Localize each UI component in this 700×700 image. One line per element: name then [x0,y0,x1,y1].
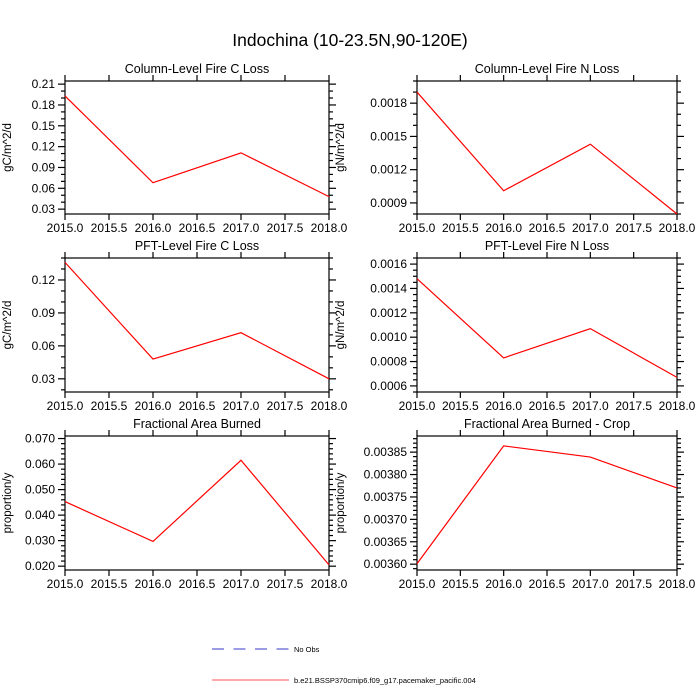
x-tick-label: 2017.5 [266,577,304,591]
x-tick-label: 2018.0 [658,399,696,413]
plot-frame [65,436,329,570]
chart-column-level-fire-c-loss [2,62,348,235]
y-tick-label: 0.020 [24,559,55,574]
series-line [417,92,677,214]
x-tick-label: 2018.0 [658,221,696,235]
y-axis-label: gN/m^2/d [335,300,347,350]
y-tick-label: 0.06 [31,181,55,196]
x-tick-label: 2017.5 [615,399,653,413]
series-line [65,96,329,197]
x-tick-label: 2015.5 [441,577,479,591]
y-tick-label: 0.21 [31,77,55,92]
x-tick-label: 2017.0 [222,221,260,235]
series-line [417,279,677,378]
x-tick-label: 2015.5 [90,577,128,591]
y-axis-label: gN/m^2/d [335,123,347,172]
x-tick-label: 2017.0 [222,399,260,413]
plot-frame [65,258,329,392]
series-line-sample [211,674,291,686]
plot-frame [417,258,677,392]
y-tick-label: 0.18 [31,97,55,112]
x-tick-label: 2017.0 [571,577,609,591]
x-tick-label: 2017.0 [571,221,609,235]
x-tick-label: 2017.0 [571,399,609,413]
chart-title: Fractional Area Burned - Crop [463,417,631,431]
x-tick-label: 2016.5 [178,577,216,591]
x-tick-label: 2018.0 [310,221,348,235]
legend-item-no-obs [211,643,319,655]
x-tick-label: 2016.0 [485,221,523,235]
y-tick-label: 0.15 [31,118,55,133]
x-tick-label: 2017.5 [615,221,653,235]
plot-frame [65,81,329,214]
y-tick-label: 0.040 [24,508,55,523]
chart-title: PFT-Level Fire N Loss [484,239,610,253]
y-tick-label: 0.12 [31,139,55,154]
y-tick-label: 0.060 [24,457,55,472]
chart-title: Column-Level Fire C Loss [124,62,270,76]
chart-column-level-fire-n-loss [335,62,696,235]
x-tick-label: 2015.0 [398,221,436,235]
y-tick-label: 0.00365 [363,534,407,549]
chart-pft-level-fire-c-loss [2,239,348,413]
x-tick-label: 2015.5 [90,221,128,235]
y-tick-label: 0.0006 [370,378,407,393]
y-tick-label: 0.050 [24,482,55,497]
y-axis-label: proportion/y [2,472,14,534]
y-axis-label: gC/m^2/d [2,123,14,172]
x-tick-label: 2015.0 [398,399,436,413]
y-tick-label: 0.03 [31,202,55,217]
legend-item-series [211,674,476,686]
x-tick-label: 2018.0 [310,577,348,591]
chart-title: Fractional Area Burned [133,417,261,431]
y-tick-label: 0.06 [31,338,55,353]
y-tick-label: 0.09 [31,160,55,175]
y-axis-label: proportion/y [335,472,347,534]
y-tick-label: 0.070 [24,431,55,446]
x-tick-label: 2015.5 [441,399,479,413]
y-tick-label: 0.00375 [363,489,407,504]
chart-fractional-area-burned-crop [335,417,696,591]
series-line [65,460,329,565]
x-tick-label: 2017.5 [266,399,304,413]
y-tick-label: 0.00380 [363,467,407,482]
x-tick-label: 2016.0 [134,577,172,591]
legend-label-no-obs: No Obs [294,644,320,654]
y-tick-label: 0.00370 [363,512,407,527]
x-tick-label: 2016.5 [528,577,566,591]
y-tick-label: 0.0012 [370,162,407,177]
legend-label-series: b.e21.BSSP370cmip6.f09_g17.pacemaker_pacific.004 [294,675,476,685]
x-tick-label: 2017.5 [266,221,304,235]
y-tick-label: 0.0012 [370,305,407,320]
x-tick-label: 2015.0 [46,221,84,235]
x-tick-label: 2016.5 [178,221,216,235]
y-tick-label: 0.0009 [370,195,407,210]
plot-frame [417,81,677,214]
y-tick-label: 0.0016 [370,257,407,272]
x-tick-label: 2016.5 [178,399,216,413]
page-title: Indochina (10-23.5N,90-120E) [232,30,468,50]
y-tick-label: 0.03 [31,371,55,386]
x-tick-label: 2017.5 [615,577,653,591]
x-tick-label: 2015.5 [90,399,128,413]
y-tick-label: 0.0018 [370,96,407,111]
x-tick-label: 2016.0 [485,577,523,591]
x-tick-label: 2015.0 [46,399,84,413]
y-tick-label: 0.0015 [370,129,407,144]
y-axis-label: gC/m^2/d [2,300,14,350]
series-line [65,262,329,378]
chart-pft-level-fire-n-loss [335,239,696,413]
y-tick-label: 0.030 [24,533,55,548]
chart-title: PFT-Level Fire C Loss [134,239,260,253]
no-obs-line-sample [211,643,291,655]
x-tick-label: 2016.5 [528,221,566,235]
x-tick-label: 2016.0 [134,221,172,235]
x-tick-label: 2017.0 [222,577,260,591]
y-tick-label: 0.00385 [363,445,407,460]
chart-fractional-area-burned [2,417,348,591]
y-tick-label: 0.0010 [370,330,407,345]
y-tick-label: 0.12 [31,272,55,287]
x-tick-label: 2015.5 [441,221,479,235]
x-tick-label: 2018.0 [310,399,348,413]
y-tick-label: 0.09 [31,305,55,320]
x-tick-label: 2015.0 [398,577,436,591]
x-tick-label: 2016.0 [134,399,172,413]
plot-frame [417,436,677,570]
y-tick-label: 0.00360 [363,557,407,572]
x-tick-label: 2018.0 [658,577,696,591]
y-tick-label: 0.0008 [370,354,407,369]
x-tick-label: 2016.0 [485,399,523,413]
x-tick-label: 2016.5 [528,399,566,413]
y-tick-label: 0.0014 [370,281,407,296]
chart-title: Column-Level Fire N Loss [474,62,620,76]
x-tick-label: 2015.0 [46,577,84,591]
series-line [417,446,677,564]
